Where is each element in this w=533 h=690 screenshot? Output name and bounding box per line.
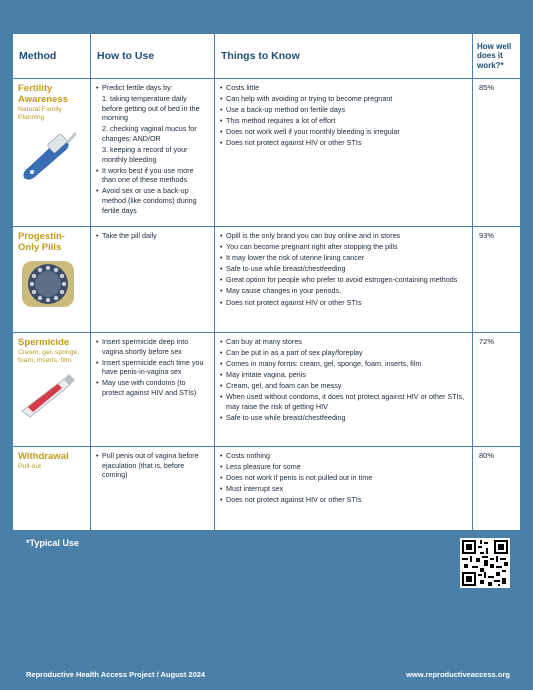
list-item: • May use with condoms (to protect against HIV and STIs): [96, 378, 209, 397]
contraception-table-sheet: [12, 33, 520, 531]
table-row: [13, 227, 521, 333]
effectiveness-value: 85%: [473, 79, 521, 227]
list-item: • May cause changes in your periods.: [220, 286, 467, 296]
things-to-know-cell: [215, 333, 473, 447]
list-item: • Can buy at many stores: [220, 337, 467, 347]
header-method: Method: [13, 34, 91, 79]
footer-website-link[interactable]: www.reproductiveaccess.org: [406, 670, 510, 679]
list-item: • Can be put in as a part of sex play/foreplay: [220, 348, 467, 358]
list-item: • Can help with avoiding or trying to become pregnant: [220, 94, 467, 104]
typical-use-footnote: *Typical Use: [26, 538, 79, 548]
header-things-to-know: Things to Know: [215, 34, 473, 79]
qr-code-icon[interactable]: [460, 538, 510, 588]
methods-table: [12, 33, 521, 531]
method-subtitle: Cream, gel, sponge, foam, inserts, film: [18, 349, 80, 364]
thermometer-icon: [18, 128, 78, 184]
list-item: • When used without condoms, it does not protect against HIV or other STIs, may raise the risk of getting HIV: [220, 392, 467, 411]
list-item: • Costs little: [220, 83, 467, 93]
how-to-use-list: [96, 337, 209, 398]
list-item: • Insert spermicide deep into vagina shortly before sex: [96, 337, 209, 356]
list-item: • Cream, gel, and foam can be messy: [220, 381, 467, 391]
list-item: • Must interrupt sex: [220, 484, 467, 494]
list-item: • Opill is the only brand you can buy online and in stores: [220, 231, 467, 241]
table-row: [13, 447, 521, 531]
how-to-use-list: [96, 451, 209, 480]
list-item: • You can become pregnant right after stopping the pills: [220, 242, 467, 252]
things-to-know-cell: [215, 227, 473, 333]
method-cell: [13, 333, 91, 447]
things-to-know-list: [220, 451, 467, 505]
list-item: • Less pleasure for some: [220, 462, 467, 472]
list-item: • Insert spermicide each time you have penis-in-vagina sex: [96, 358, 209, 377]
method-cell: [13, 447, 91, 531]
list-item: 2. checking vaginal mucus for changes; AND/OR: [102, 124, 197, 143]
how-to-use-list: [96, 83, 209, 215]
list-item: • Pull penis out of vagina before ejaculation (that is, before coming): [96, 451, 209, 480]
spermicide-tube-icon: [18, 371, 78, 419]
list-item: • Does not work if penis is not pulled out in time: [220, 473, 467, 483]
table-header-row: [13, 34, 521, 79]
list-item: • Predict fertile days by:: [96, 83, 209, 93]
list-item: • Costs nothing: [220, 451, 467, 461]
list-item: • Great option for people who prefer to avoid estrogen-containing methods: [220, 275, 467, 285]
list-item: • Does not protect against HIV or other STIs: [220, 495, 467, 505]
list-item: • It may lower the risk of uterine lining cancer: [220, 253, 467, 263]
method-subtitle: Pull-out: [18, 463, 42, 470]
list-item: • This method requires a lot of effort: [220, 116, 467, 126]
list-item: 1. taking temperature daily before getting out of bed in the morning: [102, 94, 200, 123]
header-how-well: How well does it work?*: [473, 34, 521, 79]
method-subtitle: Natural Family Planning: [18, 106, 62, 121]
list-item: • Does not protect against HIV or other STIs: [220, 138, 467, 148]
things-to-know-list: [220, 231, 467, 307]
table-row: [13, 79, 521, 227]
list-item: • Use a back-up method on fertile days: [220, 105, 467, 115]
effectiveness-value: 80%: [473, 447, 521, 531]
things-to-know-list: [220, 83, 467, 148]
list-item: • It works best if you use more than one of these methods: [96, 166, 209, 185]
method-cell: [13, 227, 91, 333]
list-item: • Does not work well if your monthly bleeding is irregular: [220, 127, 467, 137]
how-to-use-list: [96, 231, 209, 241]
list-item: • May irritate vagina, penis: [220, 370, 467, 380]
how-to-use-cell: [91, 227, 215, 333]
effectiveness-value: 93%: [473, 227, 521, 333]
method-name: Spermicide: [18, 337, 70, 348]
method-name: Fertility Awareness: [18, 83, 68, 105]
method-name: Withdrawal: [18, 451, 69, 462]
method-name: Progestin-Only Pills: [18, 231, 65, 253]
header-how-to-use: How to Use: [91, 34, 215, 79]
things-to-know-cell: [215, 79, 473, 227]
how-to-use-cell: [91, 333, 215, 447]
table-row: [13, 333, 521, 447]
things-to-know-list: [220, 337, 467, 423]
list-item: • Safe to use while breast/chestfeeding: [220, 264, 467, 274]
pill-pack-icon: [18, 259, 78, 309]
how-to-use-cell: [91, 447, 215, 531]
footer-organization: Reproductive Health Access Project / August 2024: [26, 670, 206, 679]
how-to-use-cell: [91, 79, 215, 227]
list-item: 3. keeping a record of your monthly bleeding: [102, 145, 188, 164]
list-item: • Avoid sex or use a back-up method (like condoms) during fertile days: [96, 186, 209, 215]
list-item: • Safe to use while breast/chestfeeding: [220, 413, 467, 423]
method-cell: [13, 79, 91, 227]
list-item: • Does not protect against HIV or other STIs: [220, 298, 467, 308]
list-item: • Take the pill daily: [96, 231, 209, 241]
things-to-know-cell: [215, 447, 473, 531]
effectiveness-value: 72%: [473, 333, 521, 447]
list-item: • Comes in many forms: cream, gel, sponge, foam, inserts, film: [220, 359, 467, 369]
